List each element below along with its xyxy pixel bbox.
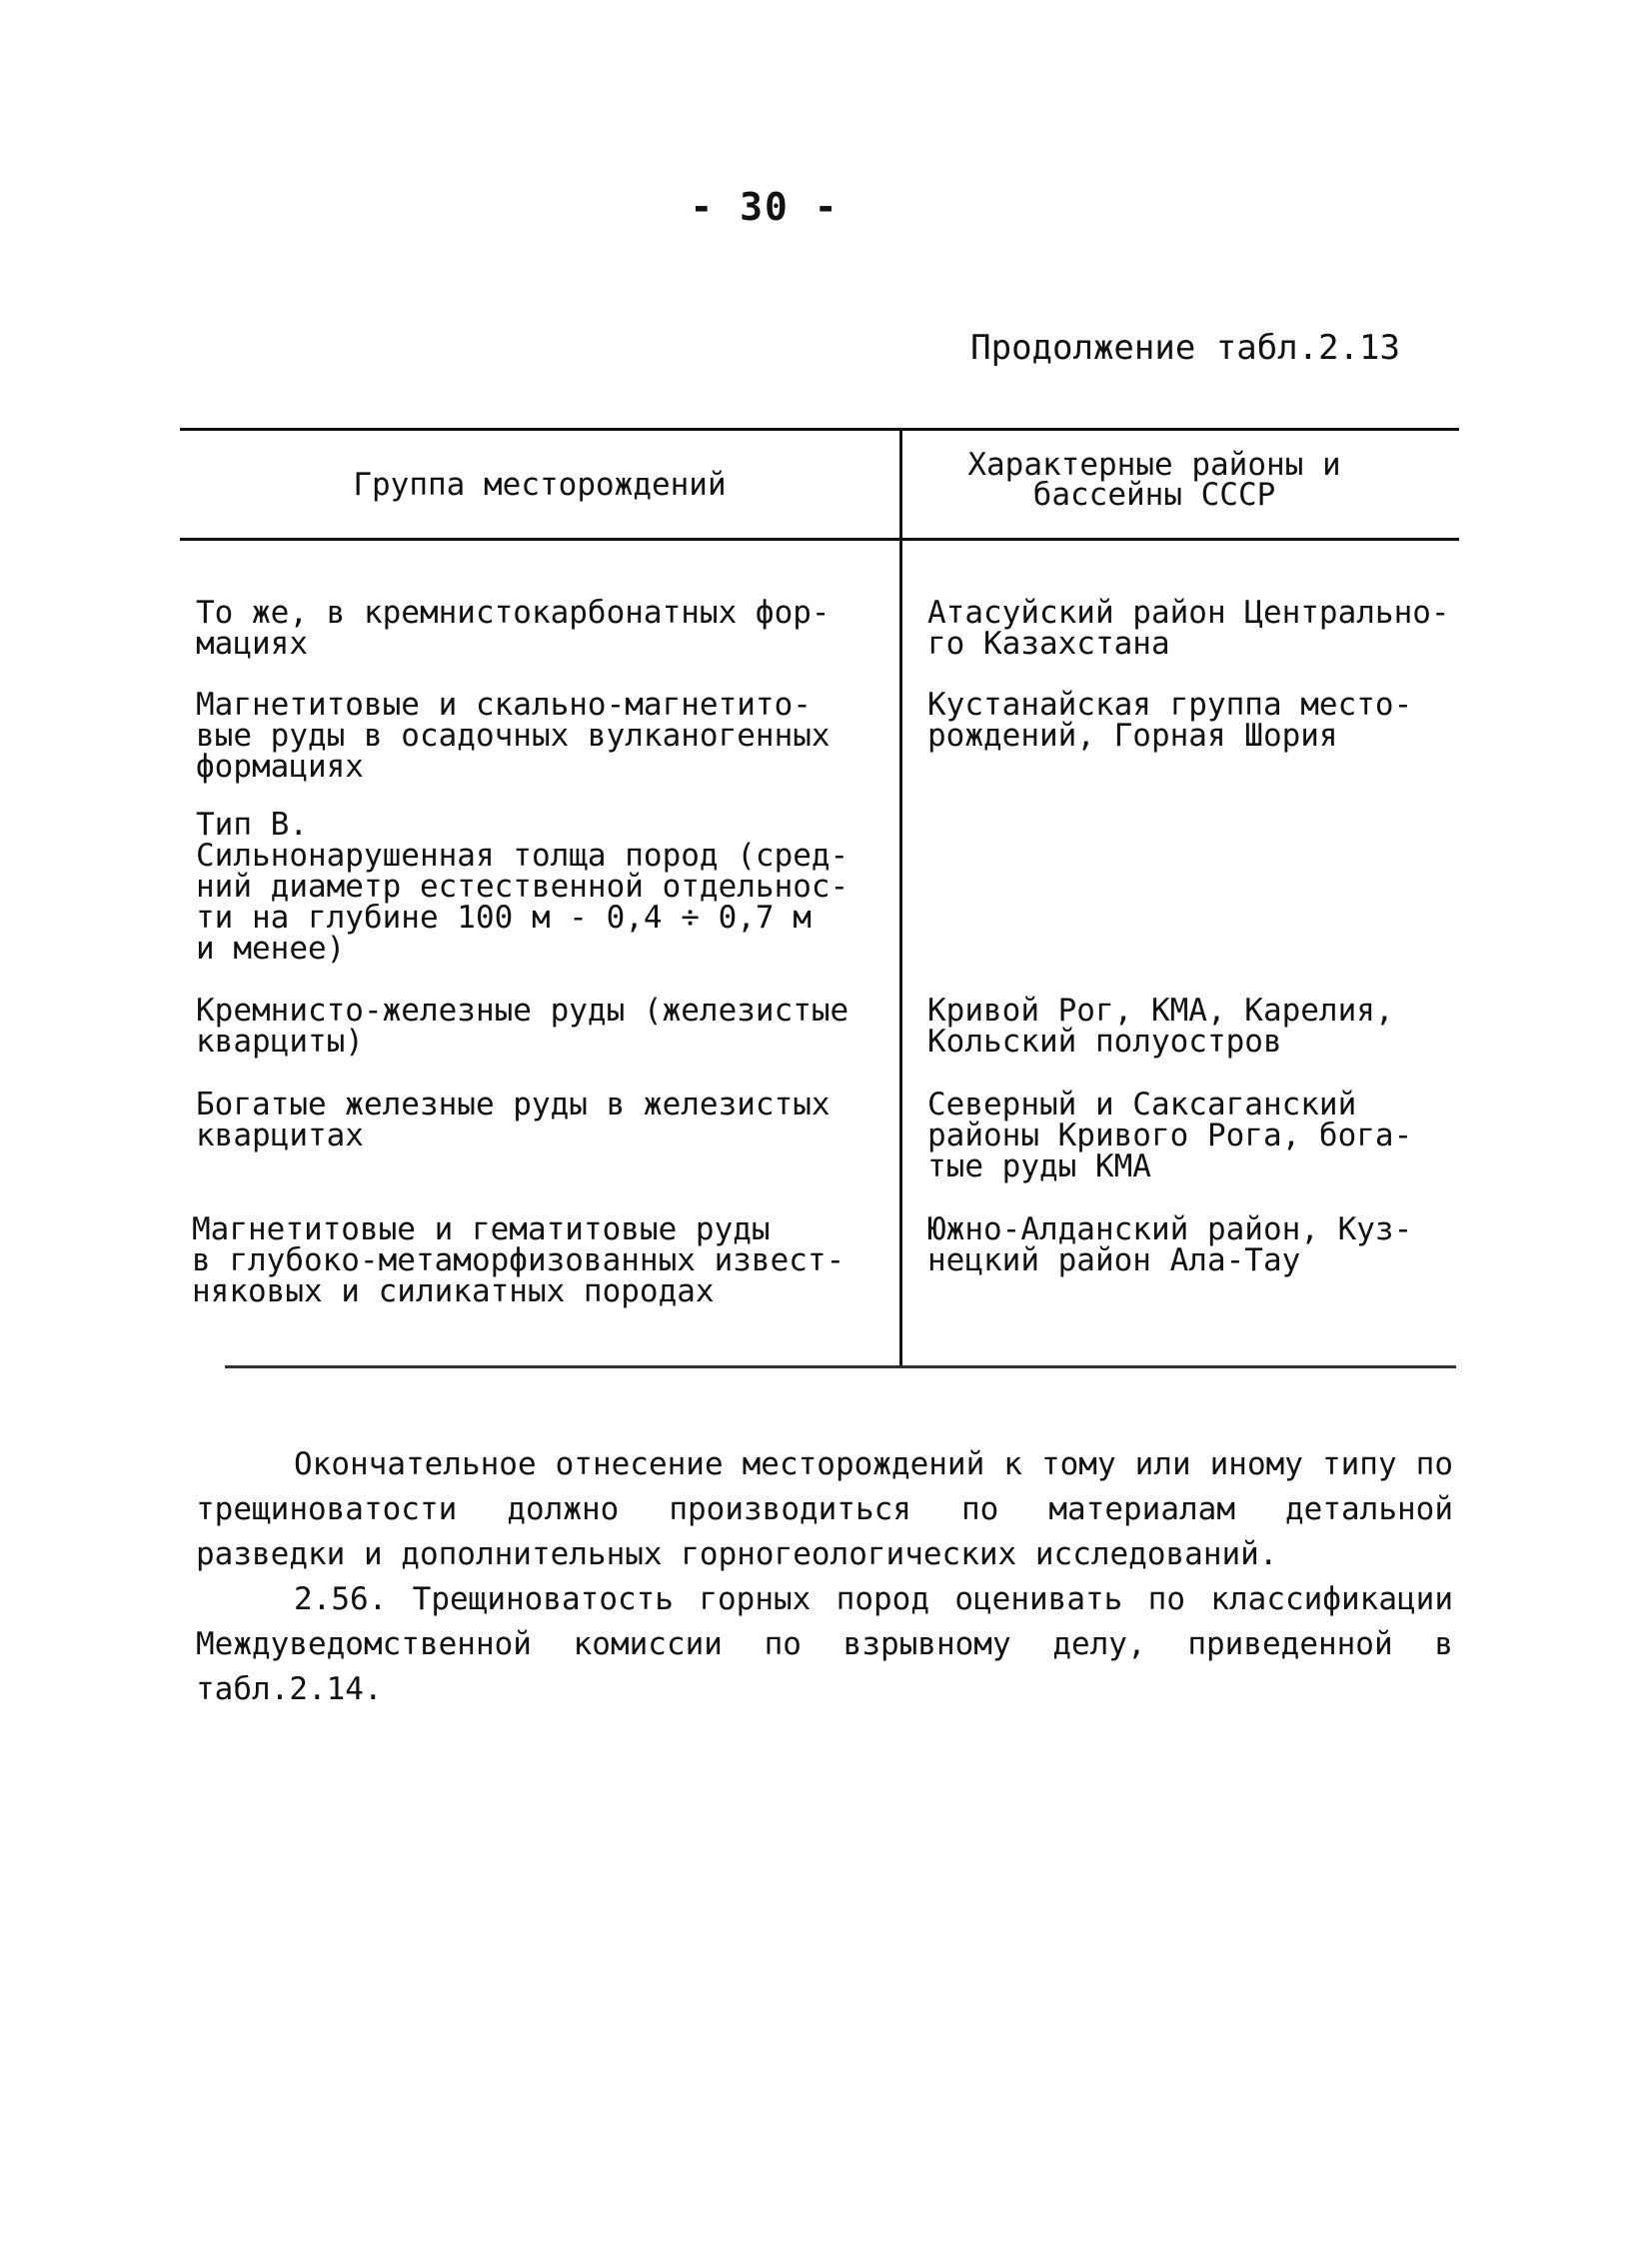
- table-cell-group: Кремнисто-железные руды (железистые кварциты): [196, 993, 849, 1060]
- paragraph: Окончательное отнесение месторождений к тому или иному типу по трещиноватости должно производиться по материалам детальной разведки и дополнительных горногеологических исследований.: [196, 1446, 1453, 1572]
- table-header-rule: [180, 538, 1459, 541]
- table-cell-group: Магнетитовые и скально-магнетито- вые руды в осадочных вулканогенных формациях: [196, 687, 830, 785]
- table-cell-regions: Атасуйский район Центрально- го Казахстана: [927, 595, 1450, 662]
- table-continuation-label: Продолжение табл.2.13: [970, 328, 1400, 368]
- column-header-regions: Характерные районы и бассейны СССР: [967, 447, 1341, 513]
- page-number: - 30 -: [690, 185, 839, 229]
- column-header-group: Группа месторождений: [353, 467, 727, 503]
- table-cell-group: Богатые железные руды в железистых кварцитах: [196, 1087, 830, 1153]
- table-top-rule: [180, 428, 1459, 431]
- table-cell-group: Магнетитовые и гематитовые руды в глубоко-метаморфизованных извест- няковых и силикатных породах: [192, 1211, 845, 1309]
- body-text: [196, 1442, 1453, 1712]
- table-cell-regions: Южно-Алданский район, Куз- нецкий район Ала-Тау: [927, 1211, 1413, 1278]
- table-cell-regions: Кустанайская группа место- рождений, Горная Шория: [927, 687, 1413, 754]
- table-bottom-rule: [225, 1365, 1456, 1368]
- table-cell-group: То же, в кремнистокарбонатных фор- мациях: [196, 595, 830, 662]
- table-cell-regions: Кривой Рог, КМА, Карелия, Кольский полуостров: [927, 993, 1394, 1060]
- table-cell-group: Тип В. Сильнонарушенная толща пород (сред- ний диаметр естественной отдельнос- ти на глубине 100 м - 0,4 ÷ 0,7 м и менее): [196, 807, 849, 967]
- paragraph: 2.56. Трещиноватость горных пород оценивать по классификации Междуведомственной комиссии по взрывному делу, приведенной в табл.2.14.: [196, 1581, 1453, 1707]
- deposit-table: [180, 428, 1459, 1372]
- table-column-divider: [899, 428, 902, 1367]
- table-cell-regions: Северный и Саксаганский районы Кривого Рога, бога- тые руды КМА: [927, 1087, 1413, 1184]
